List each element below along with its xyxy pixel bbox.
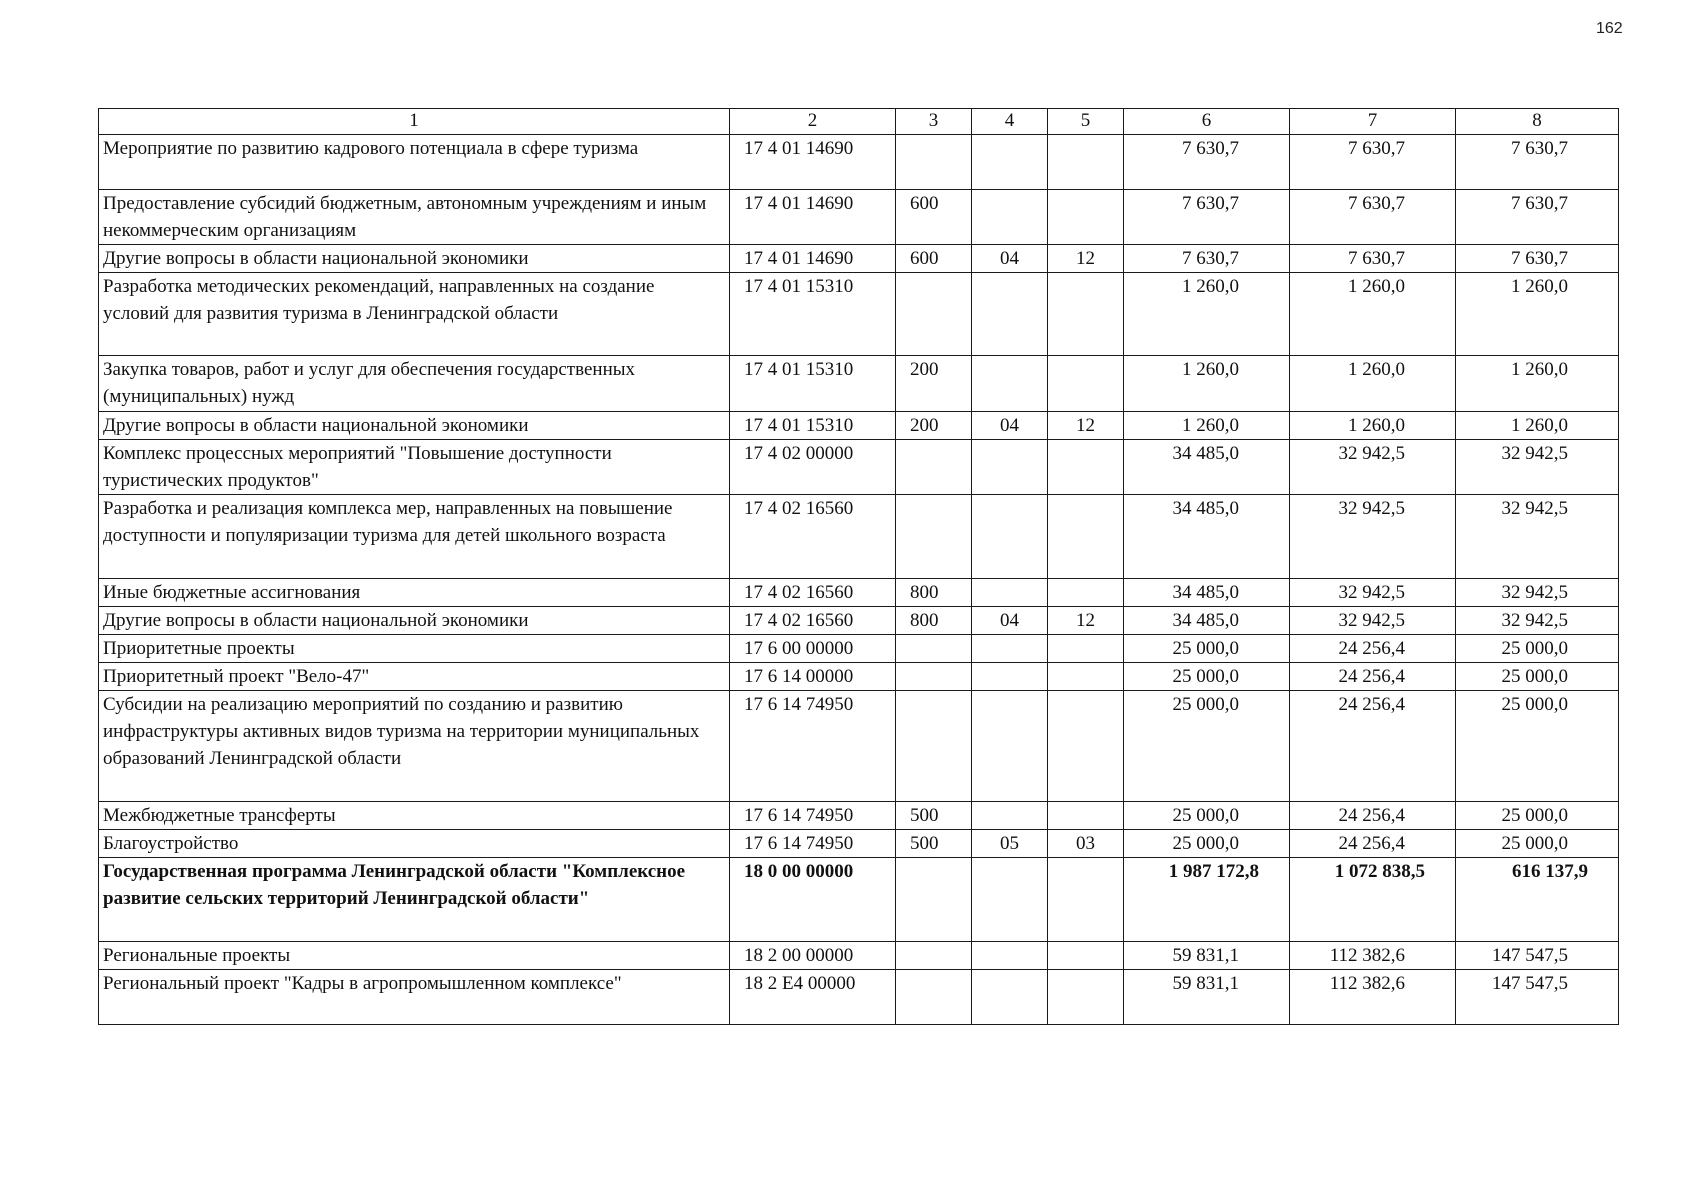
row-name: Комплекс процессных мероприятий "Повышение доступности туристических продуктов" <box>99 440 730 495</box>
row-expense-type: 600 <box>896 190 972 245</box>
row-subsection <box>1048 858 1124 942</box>
table-row <box>99 579 1619 607</box>
row-name: Закупка товаров, работ и услуг для обеспечения государственных (муниципальных) нужд <box>99 356 730 412</box>
header-cell: 1 <box>99 109 730 135</box>
row-value-6: 1 260,0 <box>1124 356 1290 412</box>
table-row <box>99 273 1619 356</box>
row-value-8: 25 000,0 <box>1456 830 1619 858</box>
row-value-7: 32 942,5 <box>1290 607 1456 635</box>
table-row <box>99 691 1619 802</box>
row-value-6: 34 485,0 <box>1124 607 1290 635</box>
row-value-7: 1 260,0 <box>1290 356 1456 412</box>
header-cell: 3 <box>896 109 972 135</box>
row-value-7: 32 942,5 <box>1290 440 1456 495</box>
row-subsection <box>1048 273 1124 356</box>
table-row <box>99 495 1619 579</box>
row-expense-type: 500 <box>896 802 972 830</box>
row-value-8: 32 942,5 <box>1456 607 1619 635</box>
row-section <box>972 663 1048 691</box>
table-row-program <box>99 858 1619 942</box>
row-value-7: 7 630,7 <box>1290 135 1456 190</box>
row-code: 17 4 01 14690 <box>730 135 896 190</box>
row-value-8: 25 000,0 <box>1456 663 1619 691</box>
table-row <box>99 356 1619 412</box>
row-code: 17 4 02 00000 <box>730 440 896 495</box>
row-section <box>972 356 1048 412</box>
row-section: 04 <box>972 607 1048 635</box>
row-section <box>972 440 1048 495</box>
row-name: Благоустройство <box>99 830 730 858</box>
row-value-7: 24 256,4 <box>1290 830 1456 858</box>
row-value-7: 24 256,4 <box>1290 802 1456 830</box>
row-code: 17 4 02 16560 <box>730 579 896 607</box>
row-name: Приоритетные проекты <box>99 635 730 663</box>
row-value-7: 7 630,7 <box>1290 245 1456 273</box>
row-value-7: 24 256,4 <box>1290 691 1456 802</box>
row-expense-type <box>896 273 972 356</box>
row-subsection <box>1048 691 1124 802</box>
row-value-6: 59 831,1 <box>1124 970 1290 1025</box>
row-expense-type <box>896 440 972 495</box>
row-expense-type <box>896 663 972 691</box>
row-code: 18 2 Е4 00000 <box>730 970 896 1025</box>
row-name: Другие вопросы в области национальной экономики <box>99 412 730 440</box>
row-code: 17 6 14 00000 <box>730 663 896 691</box>
row-name: Предоставление субсидий бюджетным, автономным учреждениям и иным некоммерческим организациям <box>99 190 730 245</box>
row-expense-type: 500 <box>896 830 972 858</box>
row-section <box>972 802 1048 830</box>
row-name: Другие вопросы в области национальной экономики <box>99 245 730 273</box>
row-subsection: 12 <box>1048 412 1124 440</box>
row-section <box>972 942 1048 970</box>
row-code: 17 4 01 15310 <box>730 412 896 440</box>
row-code: 17 4 02 16560 <box>730 607 896 635</box>
table-header <box>99 109 1619 135</box>
row-value-7: 112 382,6 <box>1290 970 1456 1025</box>
row-subsection <box>1048 190 1124 245</box>
row-value-7: 7 630,7 <box>1290 190 1456 245</box>
table-row <box>99 245 1619 273</box>
row-value-6: 1 260,0 <box>1124 412 1290 440</box>
row-name: Разработка и реализация комплекса мер, направленных на повышение доступности и популяризации туризма для детей школьного возраста <box>99 495 730 579</box>
row-section <box>972 579 1048 607</box>
row-code: 17 6 00 00000 <box>730 635 896 663</box>
row-value-8: 32 942,5 <box>1456 440 1619 495</box>
header-cell: 2 <box>730 109 896 135</box>
row-value-6: 59 831,1 <box>1124 942 1290 970</box>
row-value-7: 112 382,6 <box>1290 942 1456 970</box>
table-row <box>99 607 1619 635</box>
row-value-7: 1 072 838,5 <box>1290 858 1456 942</box>
row-value-7: 1 260,0 <box>1290 412 1456 440</box>
row-value-6: 34 485,0 <box>1124 495 1290 579</box>
row-name: Региональные проекты <box>99 942 730 970</box>
row-value-7: 24 256,4 <box>1290 635 1456 663</box>
row-value-6: 25 000,0 <box>1124 635 1290 663</box>
row-name: Межбюджетные трансферты <box>99 802 730 830</box>
row-expense-type: 600 <box>896 245 972 273</box>
row-code: 17 6 14 74950 <box>730 802 896 830</box>
row-value-7: 32 942,5 <box>1290 579 1456 607</box>
row-value-7: 32 942,5 <box>1290 495 1456 579</box>
page-number: 162 <box>1596 20 1623 37</box>
row-value-6: 34 485,0 <box>1124 440 1290 495</box>
row-code: 18 2 00 00000 <box>730 942 896 970</box>
row-value-8: 25 000,0 <box>1456 691 1619 802</box>
row-section <box>972 635 1048 663</box>
row-subsection <box>1048 663 1124 691</box>
row-subsection <box>1048 135 1124 190</box>
row-subsection <box>1048 635 1124 663</box>
row-value-8: 616 137,9 <box>1456 858 1619 942</box>
row-value-6: 25 000,0 <box>1124 691 1290 802</box>
row-value-6: 25 000,0 <box>1124 663 1290 691</box>
row-code: 17 6 14 74950 <box>730 691 896 802</box>
row-value-8: 147 547,5 <box>1456 942 1619 970</box>
row-subsection <box>1048 356 1124 412</box>
table-row <box>99 635 1619 663</box>
row-expense-type <box>896 635 972 663</box>
row-code: 18 0 00 00000 <box>730 858 896 942</box>
row-expense-type <box>896 858 972 942</box>
row-value-7: 24 256,4 <box>1290 663 1456 691</box>
row-value-8: 1 260,0 <box>1456 356 1619 412</box>
row-value-8: 147 547,5 <box>1456 970 1619 1025</box>
row-expense-type <box>896 135 972 190</box>
row-expense-type: 800 <box>896 579 972 607</box>
row-expense-type <box>896 970 972 1025</box>
row-value-8: 1 260,0 <box>1456 412 1619 440</box>
row-expense-type: 200 <box>896 412 972 440</box>
row-section <box>972 858 1048 942</box>
row-section <box>972 135 1048 190</box>
row-value-6: 7 630,7 <box>1124 190 1290 245</box>
row-name: Государственная программа Ленинградской области "Комплексное развитие сельских территорий Ленинградской области" <box>99 858 730 942</box>
header-cell: 5 <box>1048 109 1124 135</box>
row-value-6: 25 000,0 <box>1124 802 1290 830</box>
table-row <box>99 190 1619 245</box>
row-subsection: 12 <box>1048 245 1124 273</box>
row-value-6: 1 260,0 <box>1124 273 1290 356</box>
row-section: 04 <box>972 412 1048 440</box>
table-row <box>99 802 1619 830</box>
row-subsection <box>1048 440 1124 495</box>
row-code: 17 6 14 74950 <box>730 830 896 858</box>
row-value-8: 32 942,5 <box>1456 495 1619 579</box>
row-subsection: 03 <box>1048 830 1124 858</box>
table-row <box>99 663 1619 691</box>
row-name: Мероприятие по развитию кадрового потенциала в сфере туризма <box>99 135 730 190</box>
row-name: Региональный проект "Кадры в агропромышленном комплексе" <box>99 970 730 1025</box>
header-row <box>99 109 1619 135</box>
row-subsection <box>1048 970 1124 1025</box>
row-code: 17 4 02 16560 <box>730 495 896 579</box>
row-expense-type <box>896 691 972 802</box>
row-code: 17 4 01 15310 <box>730 273 896 356</box>
row-code: 17 4 01 14690 <box>730 190 896 245</box>
row-value-8: 25 000,0 <box>1456 635 1619 663</box>
header-cell: 8 <box>1456 109 1619 135</box>
row-section <box>972 691 1048 802</box>
row-name: Другие вопросы в области национальной экономики <box>99 607 730 635</box>
header-cell: 7 <box>1290 109 1456 135</box>
row-value-8: 7 630,7 <box>1456 190 1619 245</box>
row-value-8: 32 942,5 <box>1456 579 1619 607</box>
row-name: Субсидии на реализацию мероприятий по созданию и развитию инфраструктуры активных видов туризма на территории муниципальных образований Ленинградской области <box>99 691 730 802</box>
table-row <box>99 440 1619 495</box>
table-row <box>99 830 1619 858</box>
row-section <box>972 970 1048 1025</box>
row-name: Приоритетный проект "Вело-47" <box>99 663 730 691</box>
row-expense-type: 800 <box>896 607 972 635</box>
row-name: Иные бюджетные ассигнования <box>99 579 730 607</box>
row-expense-type: 200 <box>896 356 972 412</box>
row-section <box>972 273 1048 356</box>
row-value-8: 7 630,7 <box>1456 135 1619 190</box>
row-section: 04 <box>972 245 1048 273</box>
row-code: 17 4 01 15310 <box>730 356 896 412</box>
row-value-8: 7 630,7 <box>1456 245 1619 273</box>
header-cell: 4 <box>972 109 1048 135</box>
row-section: 05 <box>972 830 1048 858</box>
row-value-8: 1 260,0 <box>1456 273 1619 356</box>
row-subsection <box>1048 579 1124 607</box>
row-section <box>972 495 1048 579</box>
row-section <box>972 190 1048 245</box>
row-subsection: 12 <box>1048 607 1124 635</box>
table-body <box>99 135 1619 1025</box>
row-subsection <box>1048 495 1124 579</box>
row-name: Разработка методических рекомендаций, направленных на создание условий для развития туризма в Ленинградской области <box>99 273 730 356</box>
row-value-7: 1 260,0 <box>1290 273 1456 356</box>
row-expense-type <box>896 942 972 970</box>
row-subsection <box>1048 942 1124 970</box>
row-value-8: 25 000,0 <box>1456 802 1619 830</box>
table-row <box>99 135 1619 190</box>
row-value-6: 7 630,7 <box>1124 135 1290 190</box>
row-value-6: 1 987 172,8 <box>1124 858 1290 942</box>
table-row <box>99 970 1619 1025</box>
header-cell: 6 <box>1124 109 1290 135</box>
table-row <box>99 942 1619 970</box>
row-subsection <box>1048 802 1124 830</box>
row-code: 17 4 01 14690 <box>730 245 896 273</box>
row-value-6: 34 485,0 <box>1124 579 1290 607</box>
table-row <box>99 412 1619 440</box>
row-value-6: 25 000,0 <box>1124 830 1290 858</box>
row-expense-type <box>896 495 972 579</box>
budget-table <box>98 108 1619 1025</box>
row-value-6: 7 630,7 <box>1124 245 1290 273</box>
